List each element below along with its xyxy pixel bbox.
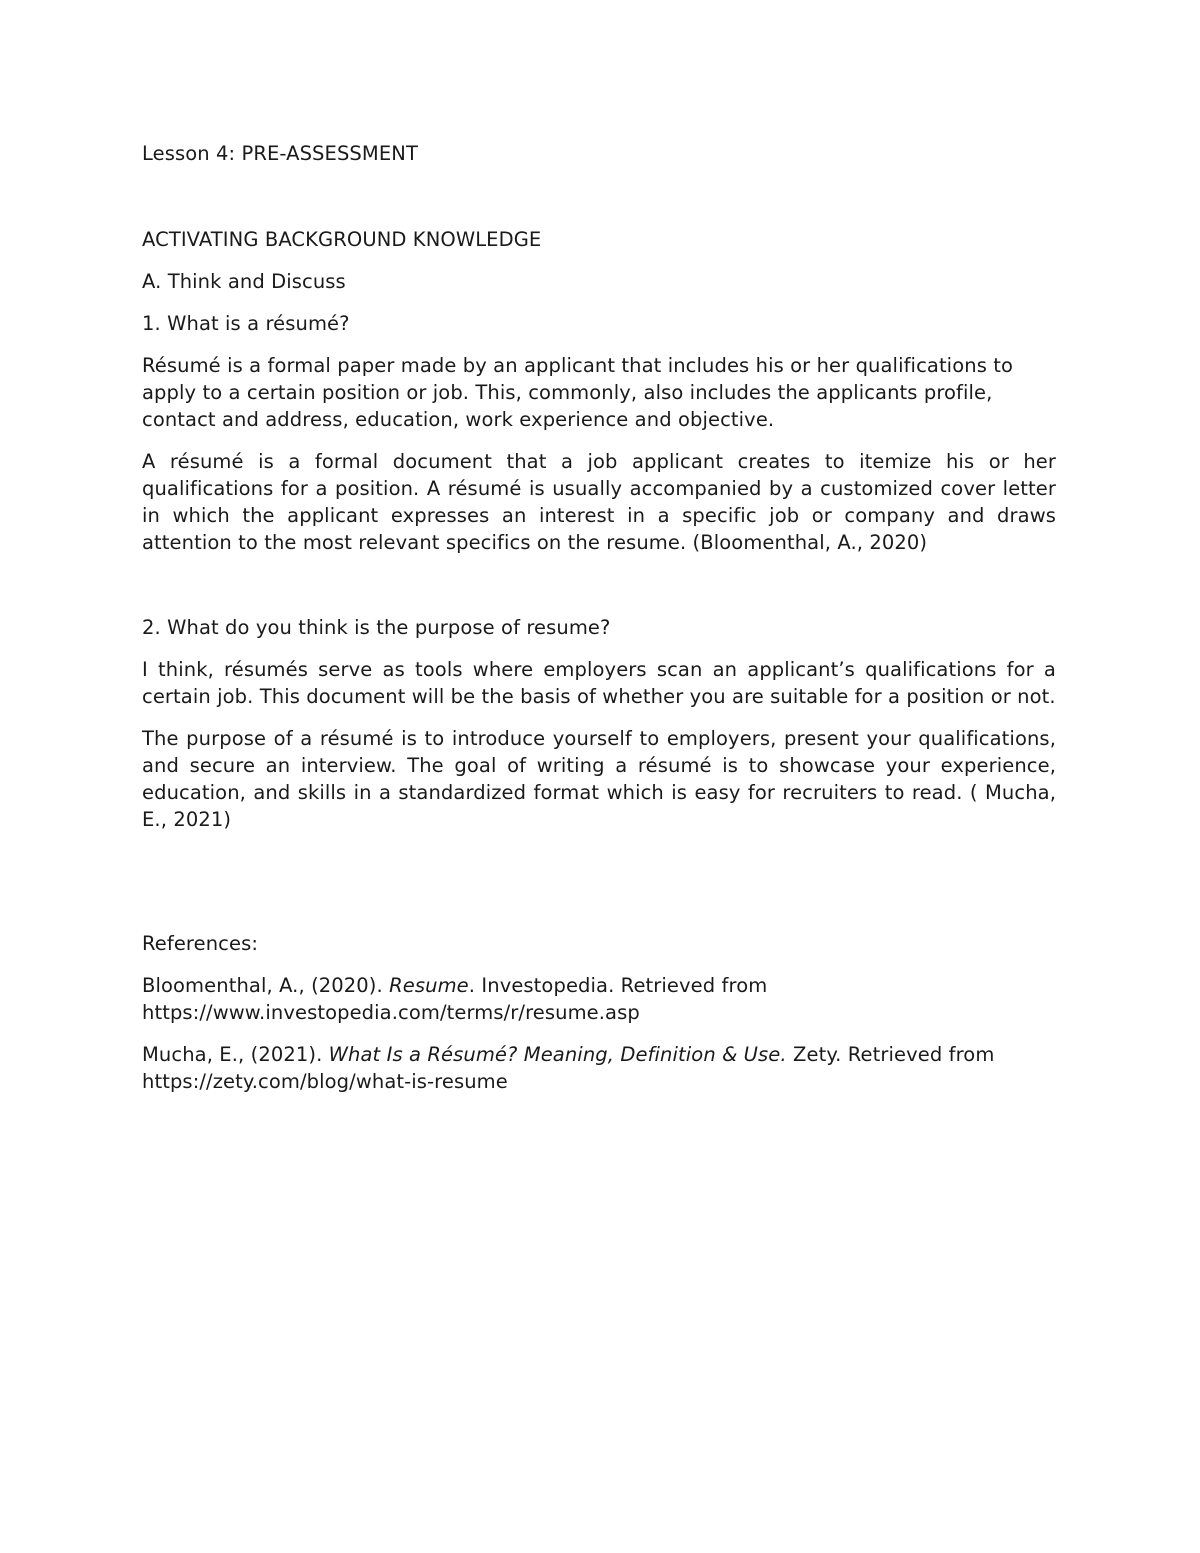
answer-2-paragraph-1: I think, résumés serve as tools where employers scan an applicant’s qualifications for a certain job. This document will be the basis of whether you are suitable for a position or not. bbox=[142, 658, 1056, 708]
question-1: 1. What is a résumé? bbox=[142, 312, 350, 335]
section-title: ACTIVATING BACKGROUND KNOWLEDGE bbox=[142, 228, 542, 251]
answer-2-paragraph-2: The purpose of a résumé is to introduce yourself to employers, present your qualifications, and secure an interview. The goal of writing a résumé is to showcase your experience, education, and skills in a standardized format which is easy for recruiters to read. ( Mucha, E., 2021) bbox=[142, 727, 1056, 831]
answer-1-paragraph-1: Résumé is a formal paper made by an applicant that includes his or her qualifications to apply to a certain position or job. This, commonly, also includes the applicants profile, contact and address, education, work experience and objective. bbox=[142, 354, 1014, 431]
reference-2-work-title: What Is a Résumé? Meaning, Definition & Use. bbox=[328, 1043, 787, 1066]
reference-1-work-title: Resume bbox=[389, 974, 469, 997]
document-page bbox=[142, 140, 1056, 1095]
question-2: 2. What do you think is the purpose of resume? bbox=[142, 616, 611, 639]
reference-2-prefix: Mucha, E., (2021). bbox=[142, 1043, 329, 1066]
reference-1-prefix: Bloomenthal, A., (2020). bbox=[142, 974, 390, 997]
lesson-title: Lesson 4: PRE-ASSESSMENT bbox=[142, 142, 418, 165]
reference-1-suffix: . Investopedia. Retrieved from https://www.investopedia.com/terms/r/resume.asp bbox=[142, 974, 768, 1024]
subheading: A. Think and Discuss bbox=[142, 270, 346, 293]
answer-1-paragraph-2: A résumé is a formal document that a job applicant creates to itemize his or her qualifications for a position. A résumé is usually accompanied by a customized cover letter in which the applicant expresses an interest in a specific job or company and draws attention to the most relevant specifics on the resume. (Bloomenthal, A., 2020) bbox=[142, 450, 1056, 554]
references-title: References: bbox=[142, 932, 259, 955]
reference-2-suffix: Zety. Retrieved from https://zety.com/blog/what-is-resume bbox=[142, 1043, 995, 1093]
reference-2 bbox=[142, 1041, 1056, 1095]
reference-1 bbox=[142, 972, 1056, 1026]
